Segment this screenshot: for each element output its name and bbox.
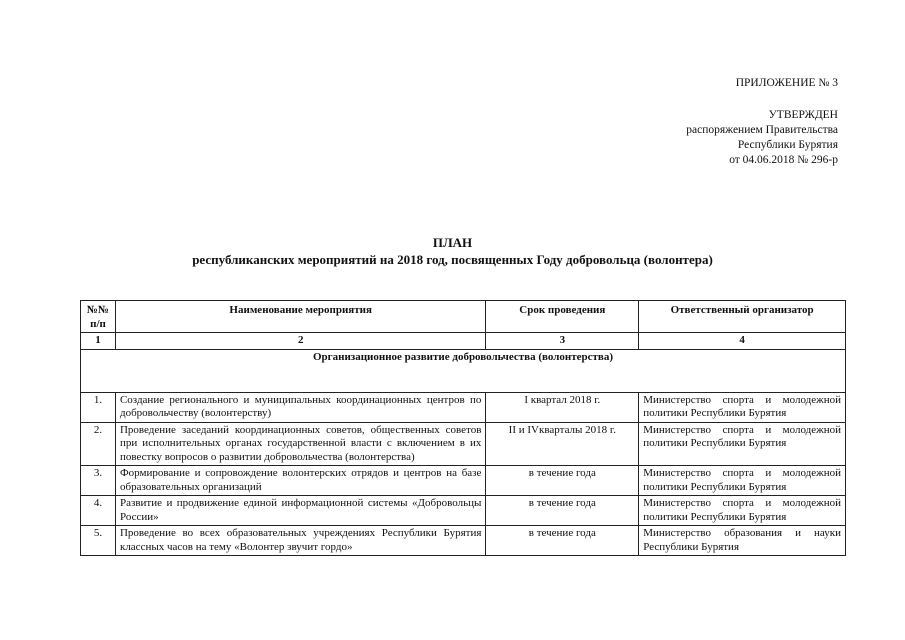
row-term: в течение года [486,496,639,526]
table-row [81,526,846,556]
row-number: 2. [81,422,116,466]
approval-stamp-block [686,76,838,168]
section-title: Организационное развитие добровольчества (волонтерства) [81,349,846,392]
title-main: ПЛАН [432,235,473,250]
approval-line-2: Республики Бурятия [737,139,838,151]
row-number: 5. [81,526,116,556]
row-term: I квартал 2018 г. [486,392,639,422]
table-row [81,422,846,466]
appendix-label: ПРИЛОЖЕНИЕ № 3 [735,77,838,89]
row-event-name: Проведение во всех образовательных учреждениях Республики Бурятия классных часов на тему «Волонтер звучит гордо» [115,526,485,556]
row-event-name: Проведение заседаний координационных советов, общественных советов при исполнительных органах государственной власти с включением в их повестку вопросов о развитии добровольчества (волонтерства) [115,422,485,466]
row-organizer: Министерство образования и науки Республики Бурятия [639,526,846,556]
header-organizer: Ответственный организатор [639,301,846,333]
row-organizer: Министерство спорта и молодежной политики Республики Бурятия [639,466,846,496]
table-row [81,392,846,422]
row-organizer: Министерство спорта и молодежной политики Республики Бурятия [639,392,846,422]
header-event-name: Наименование мероприятия [115,301,485,333]
table-row [81,496,846,526]
header-number: №№ п/п [81,301,116,333]
row-organizer: Министерство спорта и молодежной политики Республики Бурятия [639,496,846,526]
row-event-name: Создание регионального и муниципальных координационных центров по добровольчеству (волонтерству) [115,392,485,422]
row-number: 1. [81,392,116,422]
section-row [81,349,846,392]
approval-line-1: распоряжением Правительства [686,124,838,136]
row-event-name: Развитие и продвижение единой информационной системы «Добровольцы России» [115,496,485,526]
row-event-name: Формирование и сопровождение волонтерских отрядов и центров на базе образовательных организаций [115,466,485,496]
row-term: в течение года [486,526,639,556]
column-number: 3 [486,333,639,350]
table-header-row [81,301,846,333]
row-term: в течение года [486,466,639,496]
row-term: II и IVкварталы 2018 г. [486,422,639,466]
column-number: 4 [639,333,846,350]
document-title [0,234,905,268]
column-number-row [81,333,846,350]
header-term: Срок проведения [486,301,639,333]
column-number: 1 [81,333,116,350]
row-number: 4. [81,496,116,526]
approval-line-3: от 04.06.2018 № 296-р [729,154,838,166]
table-row [81,466,846,496]
row-organizer: Министерство спорта и молодежной политики Республики Бурятия [639,422,846,466]
title-subtitle: республиканских мероприятий на 2018 год, посвященных Году добровольца (волонтера) [192,252,713,267]
plan-table [80,300,846,556]
approved-label: УТВЕРЖДЕН [768,109,838,121]
column-number: 2 [115,333,485,350]
row-number: 3. [81,466,116,496]
